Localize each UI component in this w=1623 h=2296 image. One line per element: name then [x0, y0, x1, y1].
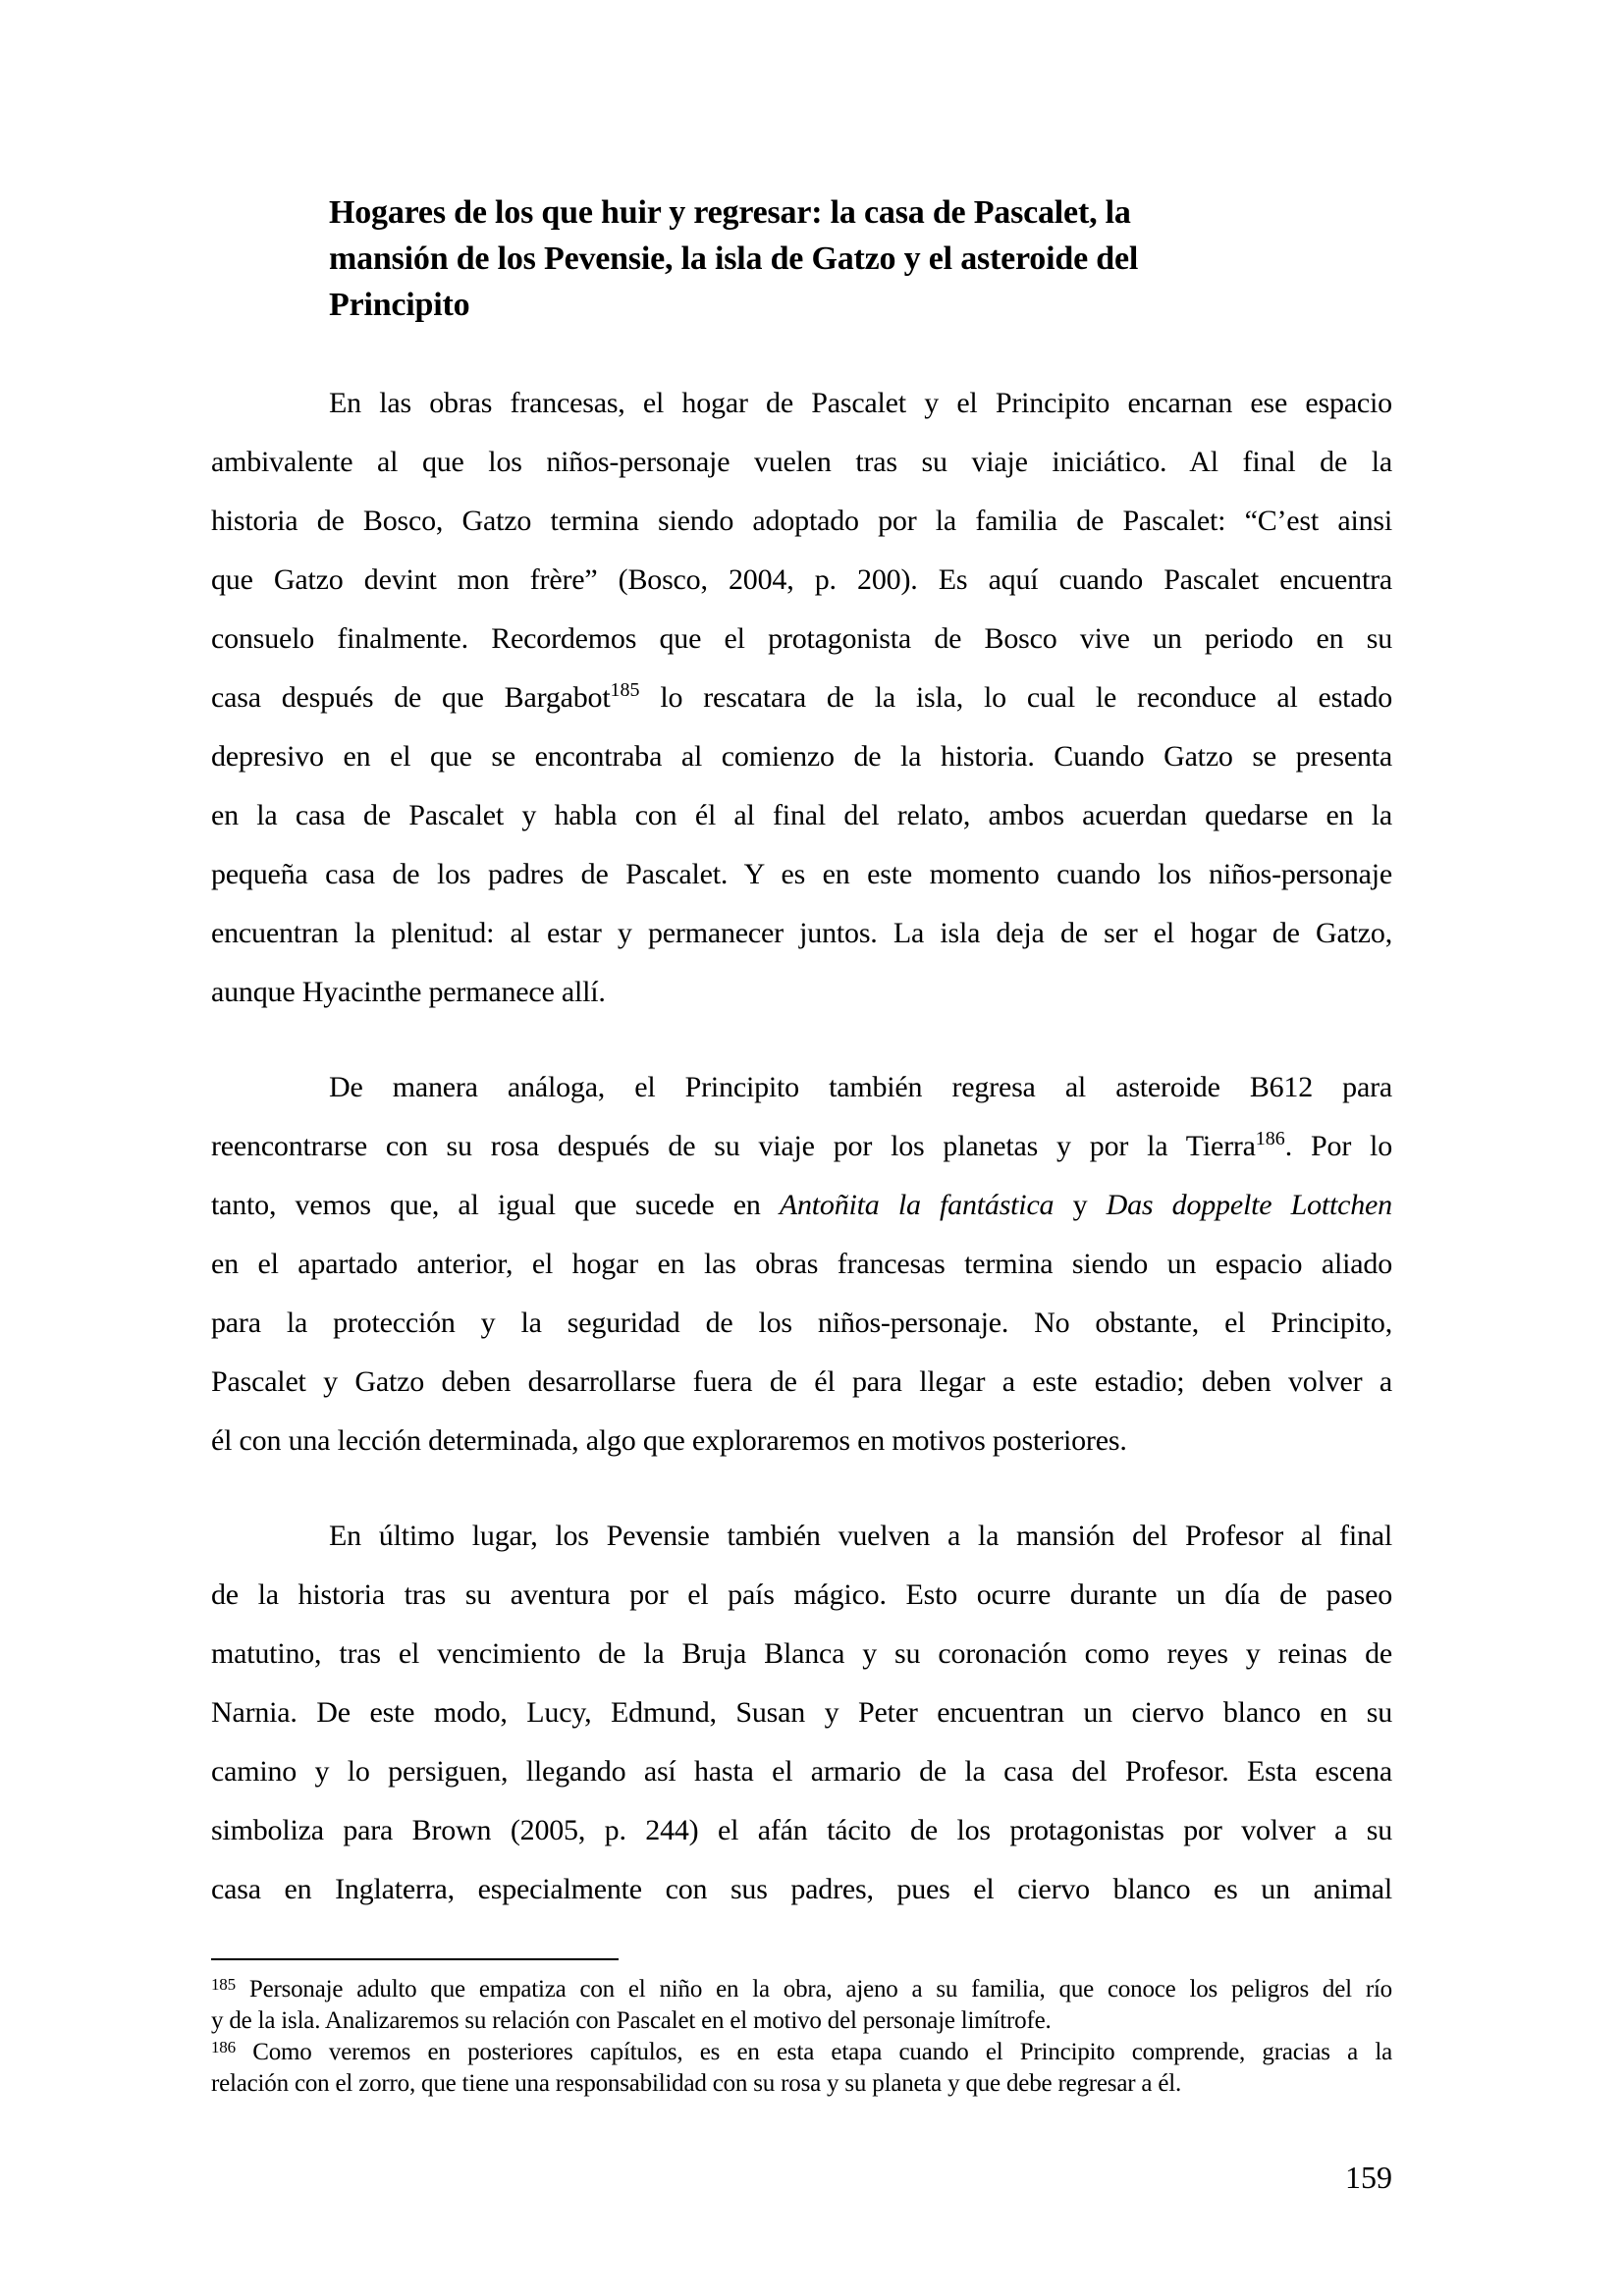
- body-line: [211, 1412, 1392, 1470]
- footnote-marker: 186: [211, 2038, 236, 2056]
- footnote-line: $^{186}$ Como veremos en posteriores capítulos, es en esta etapa cuando el Principito comprende, gracias a la: [211, 2038, 1392, 2065]
- text-segment: reencontrarse con su rosa después de su viaje por los planetas y por la Tierra: [211, 1130, 1256, 1162]
- paragraph: [211, 374, 1392, 1022]
- body-line: [211, 1625, 1392, 1683]
- body-line: [211, 1176, 1392, 1235]
- section-heading: [329, 189, 1330, 328]
- body-line: [211, 492, 1392, 551]
- footnote-separator: [211, 1958, 619, 1960]
- text-segment: él con una lección determinada, algo que exploraremos en motivos posteriores.: [211, 1424, 1127, 1457]
- text-segment: Narnia. De este modo, Lucy, Edmund, Susan y Peter encuentran un ciervo blanco en su: [211, 1696, 1392, 1729]
- body-line: [211, 1235, 1392, 1294]
- text-segment: lo rescatara de la isla, lo cual le reconduce al estado: [639, 681, 1393, 714]
- text-segment: casa en Inglaterra, especialmente con sus padres, pues el ciervo blanco es un animal: [211, 1873, 1392, 1905]
- footnote-reference: 185: [610, 679, 640, 701]
- text-segment: en el apartado anterior, el hogar en las obras francesas termina siendo un espacio aliado: [211, 1248, 1392, 1280]
- text-segment: En las obras francesas, el hogar de Pascalet y el Principito encarnan ese espacio: [329, 387, 1392, 419]
- paragraph: [211, 1058, 1392, 1470]
- text-segment: De manera análoga, el Principito también regresa al asteroide B612 para: [329, 1071, 1392, 1103]
- text-segment: historia de Bosco, Gatzo termina siendo adoptado por la familia de Pascalet: “C’est ainsi: [211, 505, 1392, 537]
- text-segment: Pascalet y Gatzo deben desarrollarse fuera de él para llegar a este estadio; deben volver a: [211, 1365, 1392, 1398]
- text-segment: matutino, tras el vencimiento de la Bruja Blanca y su coronación como reyes y reinas de: [211, 1637, 1392, 1670]
- text-segment: consuelo finalmente. Recordemos que el protagonista de Bosco vive un periodo en su: [211, 622, 1392, 655]
- body-line: [211, 551, 1392, 610]
- footnote-reference: 186: [1255, 1128, 1285, 1149]
- text-segment: depresivo en el que se encontraba al comienzo de la historia. Cuando Gatzo se presenta: [211, 740, 1392, 773]
- text-segment: camino y lo persiguen, llegando así hasta el armario de la casa del Profesor. Esta escena: [211, 1755, 1392, 1788]
- heading-line: mansión de los Pevensie, la isla de Gatzo y el asteroide del: [329, 240, 1139, 277]
- text-segment: para la protección y la seguridad de los niños-personaje. No obstante, el Principito,: [211, 1307, 1392, 1339]
- text-segment: de la historia tras su aventura por el país mágico. Esto ocurre durante un día de paseo: [211, 1578, 1392, 1611]
- book-title: Das doppelte Lottchen: [1106, 1189, 1392, 1221]
- text-segment: simboliza para Brown (2005, p. 244) el afán tácito de los protagonistas por volver a su: [211, 1814, 1392, 1846]
- body-line: [211, 727, 1392, 786]
- text-segment: casa después de que Bargabot: [211, 681, 611, 714]
- footnote-line: y de la isla. Analizaremos su relación con Pascalet en el motivo del personaje limítrofe.: [211, 2007, 1052, 2034]
- footnotes: [211, 1974, 1392, 2100]
- text-segment: . Por lo: [1284, 1130, 1392, 1162]
- body-line: [211, 1117, 1392, 1176]
- text-segment: aunque Hyacinthe permanece allí.: [211, 976, 606, 1008]
- footnote-marker: 185: [211, 1975, 236, 1994]
- text-segment: encuentran la plenitud: al estar y permanecer juntos. La isla deja de ser el hogar de Gatzo,: [211, 917, 1392, 949]
- body-line: [211, 1353, 1392, 1412]
- text-segment: y: [1054, 1189, 1107, 1221]
- text-segment: En último lugar, los Pevensie también vuelven a la mansión del Profesor al final: [329, 1520, 1392, 1552]
- body-line: [211, 668, 1392, 727]
- text-segment: tanto, vemos que, al igual que sucede en: [211, 1189, 780, 1221]
- text-segment: ambivalente al que los niños-personaje vuelen tras su viaje iniciático. Al final de la: [211, 446, 1392, 478]
- text-segment: pequeña casa de los padres de Pascalet. Y es en este momento cuando los niños-personaje: [211, 858, 1392, 890]
- body-line: [211, 845, 1392, 904]
- body-line: [211, 1801, 1392, 1860]
- body-line: [211, 963, 1392, 1022]
- body-line: [211, 1742, 1392, 1801]
- body-line: [211, 1683, 1392, 1742]
- footnote-line: $^{185}$ Personaje adulto que empatiza con el niño en la obra, ajeno a su familia, que conoce los peligros del río: [211, 1975, 1392, 2002]
- book-title: Antoñita la fantástica: [779, 1189, 1055, 1221]
- body-line: [211, 1860, 1392, 1919]
- body-line: [211, 786, 1392, 845]
- body-line: [211, 1507, 1392, 1566]
- body-line: [211, 433, 1392, 492]
- text-segment: en la casa de Pascalet y habla con él al final del relato, ambos acuerdan quedarse en la: [211, 799, 1392, 831]
- body-line: [211, 610, 1392, 668]
- body-line: [211, 1566, 1392, 1625]
- body-line: [211, 904, 1392, 963]
- body-line: [211, 1294, 1392, 1353]
- body-text: [211, 374, 1392, 1919]
- body-line: [211, 374, 1392, 433]
- paragraph: [211, 1507, 1392, 1919]
- body-line: [211, 1058, 1392, 1117]
- heading-line: Principito: [329, 287, 470, 323]
- heading-line: Hogares de los que huir y regresar: la casa de Pascalet, la: [329, 194, 1131, 231]
- text-segment: que Gatzo devint mon frère” (Bosco, 2004, p. 200). Es aquí cuando Pascalet encuentra: [211, 563, 1392, 596]
- page-number: 159: [1345, 2160, 1392, 2195]
- footnote-line: relación con el zorro, que tiene una responsabilidad con su rosa y su planeta y que debe regresar a él.: [211, 2070, 1182, 2097]
